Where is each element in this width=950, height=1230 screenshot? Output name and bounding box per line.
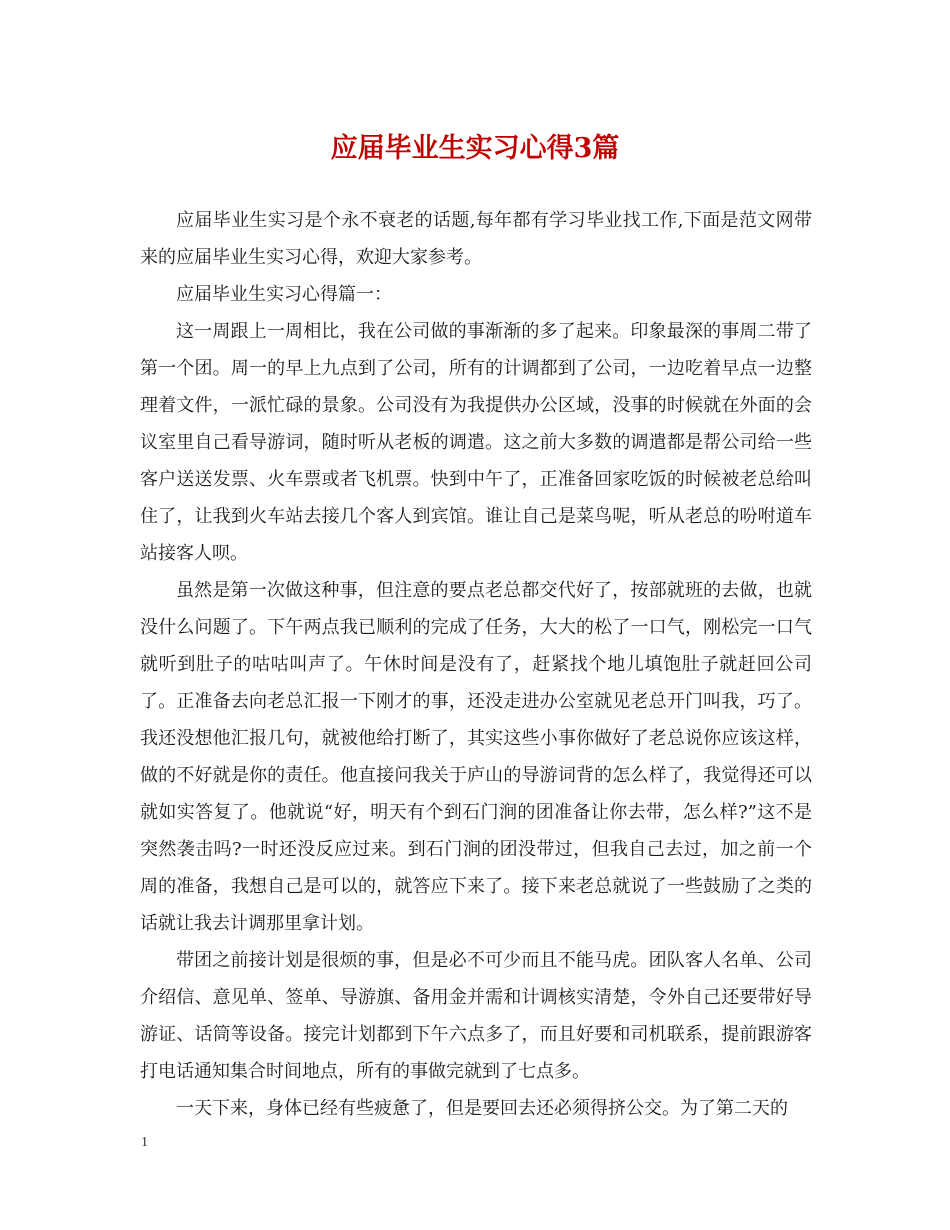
paragraph-day-end: 一天下来，身体已经有些疲惫了，但是要回去还必须得挤公交。为了第二天的 bbox=[176, 1098, 788, 1119]
document-title: 应届毕业生实习心得3篇 bbox=[330, 133, 620, 164]
paragraph-first-week: 这一周跟上一周相比，我在公司做的事渐渐的多了起来。印象最深的事周二带了第一个团。周一的早上九点到了公司，所有的计调都到了公司，一边吃着早点一边整理着文件，一派忙碌的景象。公司没有为我提供办公区域，没事的时候就在外面的会议室里自己看导游词，随时听从老板的调遣。这之前大多数的调遣都是帮公司给一些客户送送发票、火车票或者飞机票。快到中午了，正准备回家吃饭的时候被老总给叫住了，让我到火车站去接几个客人到宾馆。谁让自己是菜鸟呢，听从老总的吩咐道车站接客人呗。 bbox=[140, 321, 812, 564]
paragraph-plan-prep: 带团之前接计划是很烦的事，但是必不可少而且不能马虎。团队客人名单、公司介绍信、意见单、签单、导游旗、备用金并需和计调核实清楚，令外自己还要带好导游证、话筒等设备。接完计划都到下午六点多了，而且好要和司机联系，提前跟游客打电话通知集合时间地点，所有的事做完就到了七点多。 bbox=[140, 950, 812, 1082]
paragraph-first-task: 虽然是第一次做这种事，但注意的要点老总都交代好了，按部就班的去做，也就没什么问题了。下午两点我已顺利的完成了任务，大大的松了一口气，刚松完一口气就听到肚子的咕咕叫声了。午休时间是没有了，赶紧找个地儿填饱肚子就赶回公司了。正准备去向老总汇报一下刚才的事，还没走进办公室就见老总开门叫我，巧了。我还没想他汇报几句，就被他给打断了，其实这些小事你做好了老总说你应该这样，做的不好就是你的责任。他直接问我关于庐山的导游词背的怎么样了，我觉得还可以就如实答复了。他就说“好，明天有个到石门涧的团准备让你去带，怎么样?”这不是突然袭击吗?一时还没反应过来。到石门涧的团没带过，但我自己去过，加之前一个周的准备，我想自己是可以的，就答应下来了。接下来老总就说了一些鼓励了之类的话就让我去计调那里拿计划。 bbox=[140, 580, 812, 934]
paragraph-section-heading: 应届毕业生实习心得篇一： bbox=[176, 284, 392, 305]
document-body bbox=[140, 202, 812, 1127]
paragraph-intro: 应届毕业生实习是个永不衰老的话题,每年都有学习毕业找工作,下面是范文网带来的应届毕业生实习心得，欢迎大家参考。 bbox=[140, 210, 812, 268]
page-number: 1 bbox=[141, 1135, 148, 1150]
